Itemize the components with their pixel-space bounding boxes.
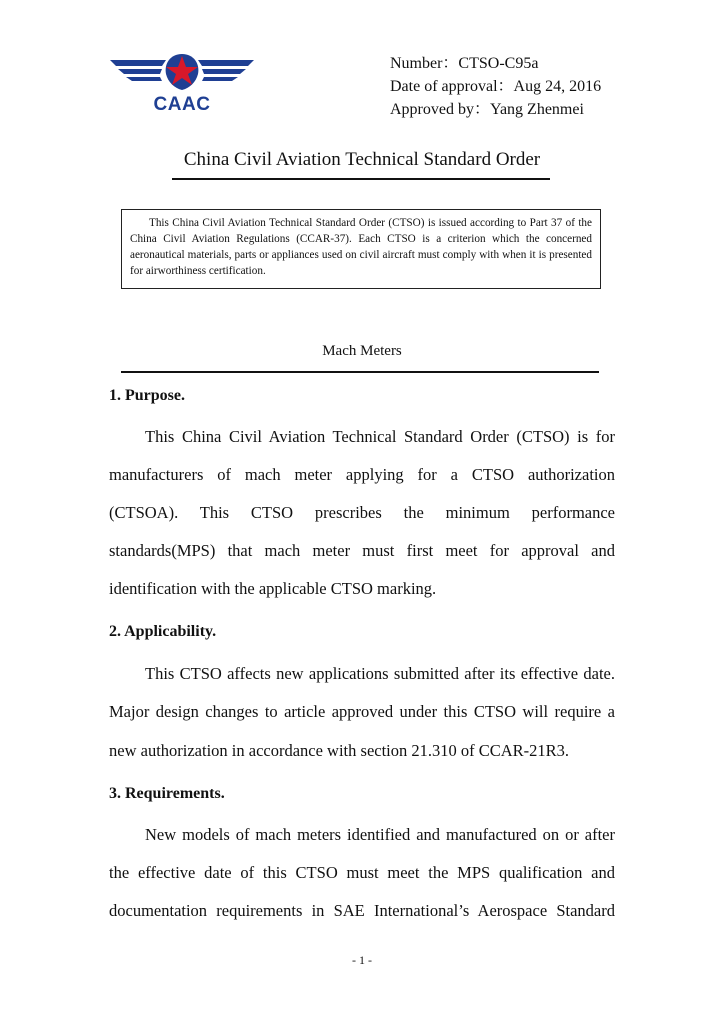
page-number: - 1 - xyxy=(352,953,372,967)
requirements-line-3: documentation requirements in SAE International’s Aerospace Standard xyxy=(109,901,615,920)
wings-emblem xyxy=(110,54,254,90)
document-number: Number：CTSO-C95a xyxy=(390,55,539,72)
requirements-line-1: New models of mach meters identified and manufactured on or after xyxy=(145,825,615,844)
purpose-line-2: manufacturers of mach meter applying for a CTSO authorization xyxy=(109,465,615,484)
subject-divider xyxy=(121,371,599,373)
document-title: China Civil Aviation Technical Standard Order xyxy=(183,149,541,170)
requirements-line-2: the effective date of this CTSO must meet the MPS qualification and xyxy=(109,863,615,882)
purpose-line-5: identification with the applicable CTSO marking. xyxy=(109,579,437,598)
subject-title: Mach Meters xyxy=(322,343,402,359)
applicability-line-1: This CTSO affects new applications submitted after its effective date. xyxy=(145,664,615,683)
applicability-line-2: Major design changes to article approved under this CTSO will require a xyxy=(109,702,615,721)
purpose-line-1: This China Civil Aviation Technical Standard Order (CTSO) is for xyxy=(145,427,615,446)
notice-box xyxy=(121,209,601,289)
title-divider xyxy=(172,178,550,180)
applicability-line-3: new authorization in accordance with section 21.310 of CCAR-21R3. xyxy=(109,741,570,760)
section-heading-applicability: 2. Applicability. xyxy=(109,623,217,640)
notice-text: This China Civil Aviation Technical Standard Order (CTSO) is issued according to Part 37 of the China Civil Aviation Regulations (CCAR-37). Each CTSO is a criterion which the concerned aeronautical materials, parts or appliances used on civil aircraft must comply with when it is presented for airworthiness certification. xyxy=(130,217,592,277)
section-heading-purpose: 1. Purpose. xyxy=(109,387,185,404)
purpose-line-3: (CTSOA). This CTSO prescribes the minimum performance xyxy=(109,503,615,522)
logo-text: CAAC xyxy=(153,94,211,115)
section-heading-requirements: 3. Requirements. xyxy=(109,785,225,802)
purpose-line-4: standards(MPS) that mach meter must first meet for approval and xyxy=(109,541,615,560)
approved-by: Approved by：Yang Zhenmei xyxy=(390,101,584,118)
approval-date: Date of approval：Aug 24, 2016 xyxy=(390,78,602,95)
